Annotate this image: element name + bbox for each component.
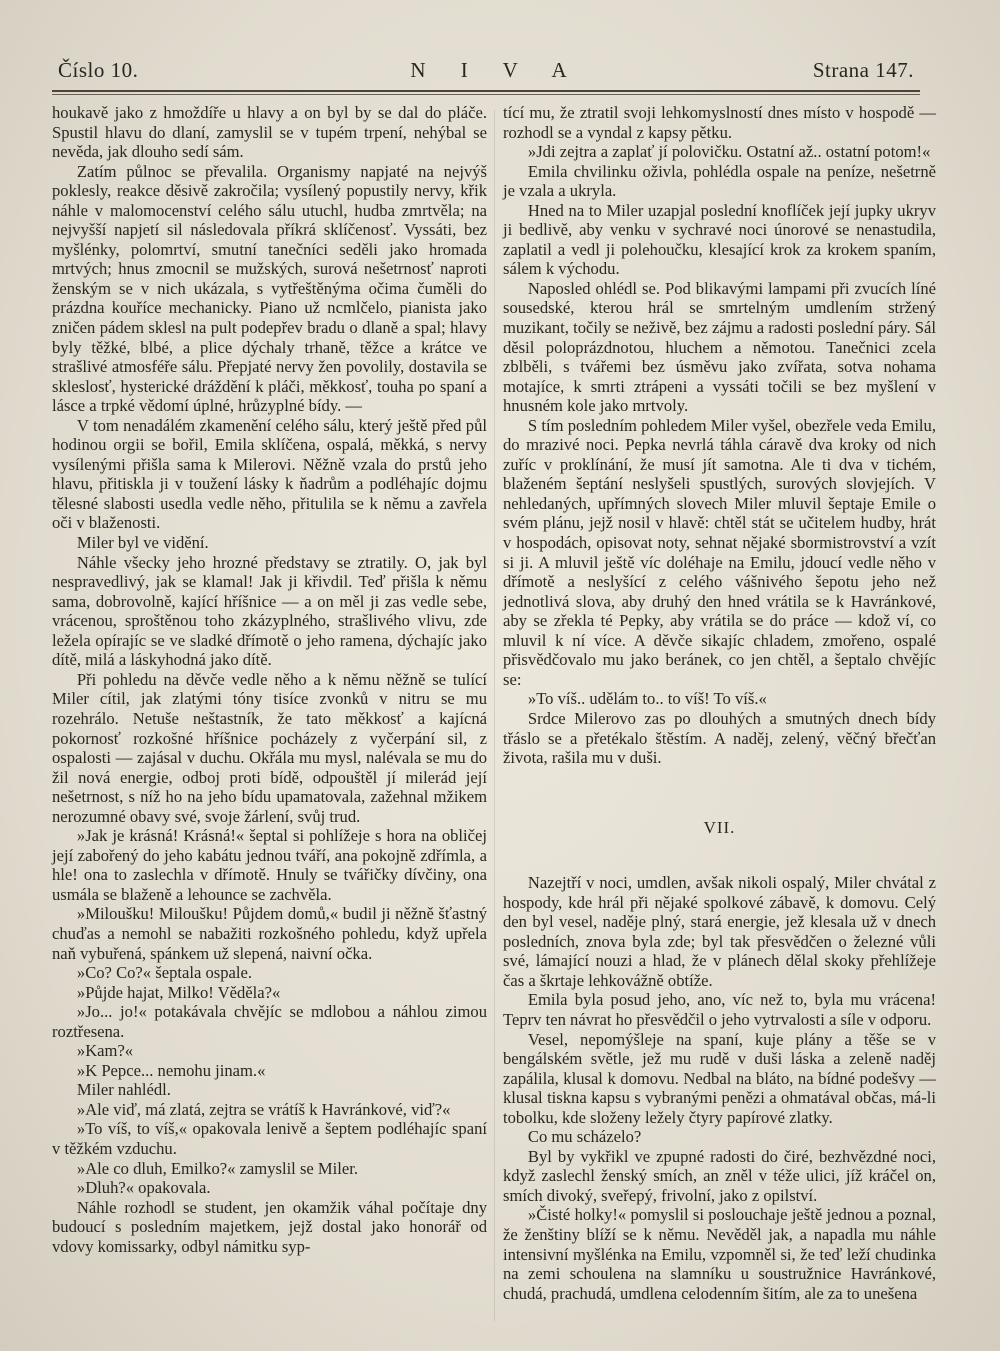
paragraph: Vesel, nepomýšleje na spaní, kuje plány a těše se v bengálském světle, jež mu rudě v duši láska a zeleně naděj zapálila, klusal k domovu. Nedbal na bláto, na bídné podešvy — klusal tiskna kapsu s vybranými penězi a ohmatával občas, má-li tobolku, kde složeny ležely čtyry papírové zlatky. — [503, 1029, 936, 1127]
paragraph: V tom nenadálém zkamenění celého sálu, který ještě před půl hodinou orgii se bořil, Emila sklíčena, ospalá, měkká, s nervy vysílenými přišla sama k Milerovi. Něžně vzala do prstů jeho hlavu, přitiskla ji v toužení lásky k ňadrům a podléhajíc dojmu tělesné slabosti usedla vedle něho, přitulila se k němu a zavřela oči v blaženosti. — [52, 415, 487, 533]
paragraph: tící mu, že ztratil svoji lehkomyslností dnes místo v hospodě — rozhodl se a vyndal z kapsy pětku. — [503, 103, 936, 142]
right-column — [503, 103, 936, 1303]
dialogue-line: »Ale viď, má zlatá, zejtra se vrátíš k Havránkové, viď?« — [76, 1099, 451, 1119]
dialogue-line: »Ale co dluh, Emilko?« zamyslil se Miler. — [76, 1158, 359, 1178]
paragraph: Co mu scházelo? — [527, 1127, 642, 1147]
page-header — [58, 58, 914, 88]
dialogue-line: »Kam?« — [76, 1041, 134, 1061]
paragraph: »Jak je krásná! Krásná!« šeptal si pohlížeje s hora na obličej její zabořený do jeho kabátu jednou tváří, ana pokojně zdřímla, a hle! ona to zaslechla v dřímotě. Hnuly se tvářičky dívčiny, ona usmála se blaženě a lehounce se zachvěla. — [52, 826, 487, 904]
dialogue-line: »Jdi zejtra a zaplať jí polovičku. Ostatní až.. ostatní potom!« — [527, 142, 931, 162]
paragraph: Byl by vykřikl ve zpupné radosti do čiré, bezhvězdné noci, když zaslechl ženský smích, an zněl v téže ulici, jíž kráčel on, smích divoký, sveřepý, frivolní, jako z opilství. — [503, 1146, 936, 1205]
dialogue-line: »Jo... jo!« potakávala chvějíc se mdlobou a náhlou zimou roztřesena. — [52, 1002, 487, 1041]
dialogue-line: »To víš, to víš,« opakovala lenivě a šeptem podléhajíc spaní v těžkém vzduchu. — [52, 1119, 487, 1158]
paragraph: Hned na to Miler uzapjal poslední knoflíček její jupky ukryv ji bedlivě, aby venku v sychravé noci únorové se nenastudila, zaplatil a vedl ji polehoučku, klesající krok za krokem spaním, sálem k východu. — [503, 200, 936, 279]
dialogue-line: »Co? Co?« šeptala ospale. — [76, 963, 253, 983]
paragraph: S tím posledním pohledem Miler vyšel, obezřele veda Emilu, do mrazivé noci. Pepka nevrlá táhla cáravě dva kroky od nich zuříc v proklínání, že musí jít samotna. Ale ti dva v tichém, blaženém šeptání neslyšeli spustlých, surových slovjejích. V nehledaných, upřímných slovech Miler mluvil šeptaje Emile o svém plánu, jejž nosil v hlavě: chtěl stát se učitelem hudby, hrát v hospodách, opisovat noty, sehnat nějaké sbormistrovství a vzít si ji. A mluvil ještě víc doléhaje na Emilu, jdoucí vedle něho v dřímotě a neslyšící z celého vášnivého šepotu jeho než jednotlivá slova, aby druhý den hned vrátila se k Havránkové, aby se zřekla té Pepky, aby vrátila se do práce — kdož ví, co mluvil k ní více. A děvče sikajíc chladem, zmořeno, ospalé přisvědčovalo mu jako beránek, co jen chtěl, a šeptalo chvějíc se: — [503, 415, 936, 689]
header-rule — [52, 90, 920, 92]
paragraph: Při pohledu na děvče vedle něho a k němu něžně se tulící Miler cítil, jak zlatými tóny tisíce zvonků v nitru se mu rozehrálo. Netuše neštastník, že tato měkkosť a kajícná pokornosť rozkošné hříšnice pocházely z vyčerpání sil, z ospalosti — zajásal v duchu. Okřála mu mysl, nalévala se mu do žil nová energie, odboj proti bídě, odpouštěl jí milerád její nešetrnost, s níž ho na jeho bídu upamatovala, zažehnal mžikem nerozumné obavy své, svoje žárlení, svůj trud. — [52, 669, 487, 826]
paragraph: »Miloušku! Miloušku! Půjdem domů,« budil ji něžně šťastný chuďas a nemohl se nabažiti rozkošného pohledu, když upřela naň vybuřená, spánkem už slepená, naivní očka. — [52, 904, 487, 963]
paragraph: Náhle rozhodl se student, jen okamžik váhal počítaje dny budoucí s posledním majetkem, jejž dostal jako honorář od vdovy komissarky, odbyl námitku syp- — [52, 1197, 487, 1256]
paragraph: Zatím půlnoc se převalila. Organismy napjaté na nejvýš poklesly, reakce děsivě zakročila; vysílený popustily nervy, křik náhle v malomocenství celého sálu utuchl, hudba zmrtvěla; na nejvyšší napjetí sil následovala příkrá sklíčenosť. Vyssáti, bez myšlénky, polomrtví, smutní tanečníci seděli jako hromada mrtvých; hnus zmocnil se mužských, surová nešetrnosť naproti ženským se v nich ukázala, s vytřeštěnýma očima čuměli do prázdna kouříce mechanicky. Piano už ncmlčelo, pianista jako zničen pádem sklesl na pult podepřev bradu o dlaně a spal; hlavy byly těžké, blbé, a plice dýchaly trhaně, těžce a krátce ve strašlivé atmosféře sálu. Přepjaté nervy žen povolily, dostavila se skleslosť, hysterické dráždění k pláči, měkkosť, touha po spaní a lásce a trpké vědomí úplné, hrůzyplné bídy. — — [52, 161, 487, 416]
paragraph: Nazejtří v noci, umdlen, avšak nikoli ospalý, Miler chvátal z hospody, kde hrál při nějaké spolkové zábavě, k domovu. Celý den byl vesel, naděje plný, stará energie, jež klesala už v dnech posledních, znova byla zde; byl tak přesvědčen o železné vůli své, lámající nouzi a hlad, že v plánech dělal skoky přehlížeje čas a škrtaje lehkovážně obtíže. — [503, 873, 936, 990]
paragraph: »Čisté holky!« pomyslil si poslouchaje ještě jednou a poznal, že ženštiny blíží se k němu. Nevěděl jak, a napadla mu náhle intensivní myšlénka na Emilu, vzpomněl si, že teď leží chudinka na zemi schoulena na slamníku u soustružnice Havránkové, chudá, prachudá, umdlena celodenním šitím, ale za to unešena — [503, 1205, 936, 1303]
paragraph: Miler byl ve vidění. — [76, 533, 209, 553]
dialogue-line: Miler nahlédl. — [76, 1080, 171, 1100]
paragraph: Emila byla posud jeho, ano, víc než to, byla mu vrácena! Teprv ten návrat ho přesvědčil o jeho vytrvalosti a síle v odporu. — [503, 990, 936, 1029]
issue-number: Číslo 10. — [58, 58, 139, 82]
chapter-heading: VII. — [703, 817, 736, 837]
page-number: Strana 147. — [812, 58, 914, 82]
paragraph: Srdce Milerovo zas po dlouhých a smutných dnech bídy třáslo se a přetékalo štěstím. A naděj, zelený, věčný břečťan života, rašila mu v duši. — [503, 708, 936, 768]
paragraph: Naposled ohlédl se. Pod blikavými lampami při zvucích líné sousedské, kterou hrál se smrtelným umdlením stržený muzikant, točily se neživě, bez zájmu a radosti poslední páry. Sál děsil poloprázdnotou, hluchem a němotou. Tanečnici zcela zblběli, s tvářemi bez úsměvu jako zvířata, sotva nohama motajíce, k smrti ztrápeni a vyssáti točili se bez myšlení v hnusném kole jako mrtvoly. — [503, 278, 936, 416]
dialogue-line: »Dluh?« opakovala. — [76, 1178, 211, 1198]
paragraph: Emila chvilinku oživla, pohlédla ospale na peníze, nešetrně je vzala a ukryla. — [503, 161, 936, 201]
left-column — [52, 103, 487, 1256]
dialogue-line: »Půjde hajat, Milko! Věděla?« — [76, 982, 281, 1002]
column-divider — [494, 110, 495, 1321]
dialogue-line: »To víš.. udělám to.. to víš! To víš.« — [527, 689, 767, 709]
journal-title: N I V A — [410, 58, 582, 82]
paragraph: houkavě jako z hmoždíře u hlavy a on byl by se dal do pláče. Spustil hlavu do dlaní, zamyslil se v tupém trpení, nehýbal se nevěda, jak dlouho sedí sám. — [52, 103, 487, 162]
header-rule-thin — [52, 94, 920, 95]
dialogue-line: »K Pepce... nemohu jinam.« — [76, 1060, 266, 1080]
paragraph: Náhle všecky jeho hrozné představy se ztratily. O, jak byl nespravedlivý, jak se klamal! Jak ji křivdil. Teď přišla k němu sama, dobrovolně, kající hříšnice — a on měl ji zas vedle sebe, vrácenou, sproštěnou toho zkázyplného, strašlivého vlivu, zde ležela opírajíc se ve sladké dřímotě o jeho ramena, dýchajíc jako dítě, milá a láskyhodná jako dítě. — [52, 552, 487, 670]
